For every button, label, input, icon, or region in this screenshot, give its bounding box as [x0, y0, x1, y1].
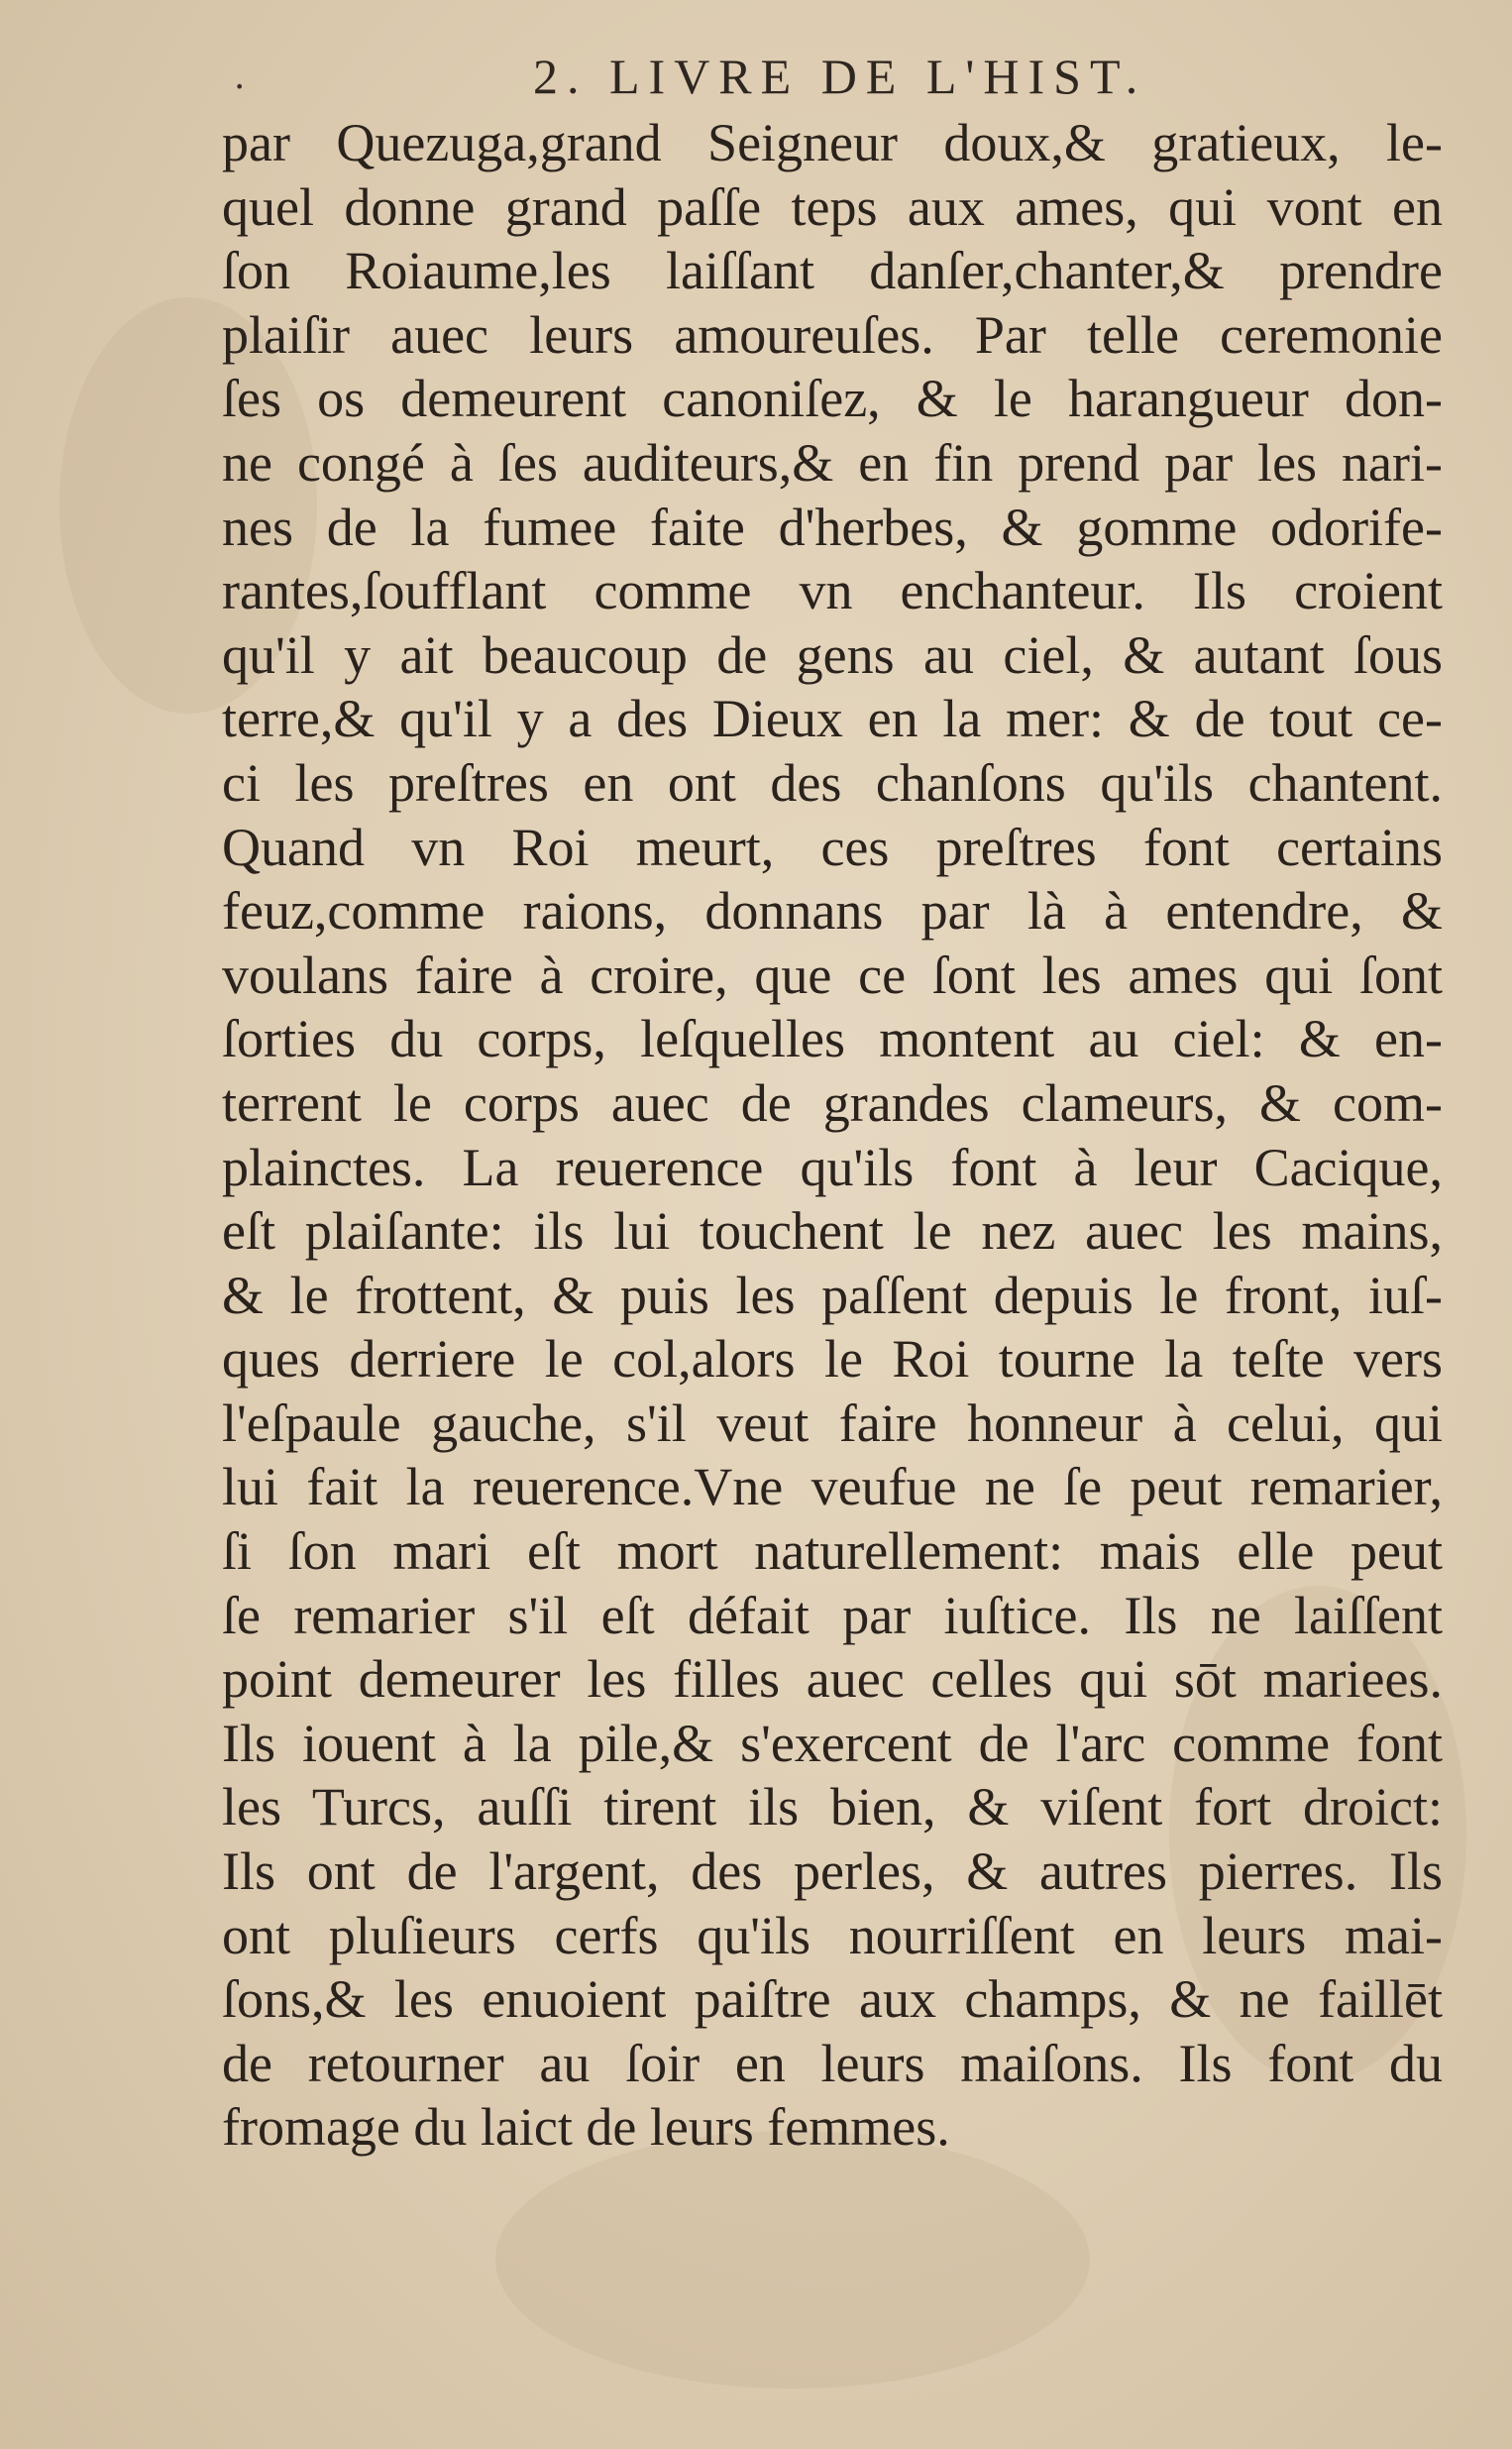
text-line: point demeurer les filles auec celles qui sōt mariees.: [222, 1649, 1443, 1710]
text-line: nes de la fumee faite d'herbes, & gomme odorife-: [222, 497, 1443, 557]
text-line: ſe remarier s'il eſt défait par iuſtice. Ils ne laiſſent: [222, 1585, 1443, 1645]
text-line: par Quezuga,grand Seigneur doux,& gratieux, le-: [222, 113, 1443, 172]
page-header: [0, 48, 1512, 117]
text-line: plaiſir auec leurs amoureuſes. Par telle ceremonie: [222, 304, 1443, 365]
text-line: ſes os demeurent canoniſez, & le harangueur don-: [222, 369, 1443, 429]
text-line: ques derriere le col,alors le Roi tourne la teſte vers: [222, 1329, 1443, 1390]
text-line: ci les preſtres en ont des chanſons qu'ils chantent.: [222, 752, 1443, 813]
text-line: qu'il y ait beaucoup de gens au ciel, & autant ſous: [222, 624, 1443, 685]
text-line: Quand vn Roi meurt, ces preſtres font certains: [222, 817, 1443, 877]
text-line: plainctes. La reuerence qu'ils font à leur Cacique,: [222, 1137, 1443, 1197]
text-line: & le frottent, & puis les paſſent depuis le front, iuſ-: [222, 1265, 1443, 1325]
text-line: ont pluſieurs cerfs qu'ils nourriſſent en leurs mai-: [222, 1905, 1443, 1965]
paper-stain: [495, 2131, 1090, 2389]
text-line: Ils iouent à la pile,& s'exercent de l'arc comme font: [222, 1713, 1443, 1773]
text-line: terre,& qu'il y a des Dieux en la mer: & de tout ce-: [222, 689, 1443, 749]
text-line: terrent le corps auec de grandes clameurs, & com-: [222, 1072, 1443, 1133]
text-line: l'eſpaule gauche, s'il veut faire honneur à celui, qui: [222, 1392, 1443, 1453]
text-line: quel donne grand paſſe teps aux ames, qui vont en: [222, 176, 1443, 237]
running-head: 2. LIVRE DE L'HIST.: [533, 49, 1147, 104]
text-line: ſorties du corps, leſquelles montent au ciel: & en-: [222, 1009, 1443, 1069]
text-line: ſons,& les enuoient paiſtre aux champs, & ne faillēt: [222, 1969, 1443, 2030]
text-line: lui fait la reuerence.Vne veufue ne ſe peut remarier,: [222, 1457, 1443, 1517]
text-line: ſon Roiaume,les laiſſant danſer,chanter,& prendre: [222, 241, 1443, 301]
text-line: ſi ſon mari eſt mort naturellement: mais elle peut: [222, 1521, 1443, 1582]
text-line: ne congé à ſes auditeurs,& en fin prend par les nari-: [222, 432, 1443, 493]
margin-mark: ·: [234, 67, 246, 108]
body-text: [222, 111, 1443, 2160]
text-line: eſt plaiſante: ils lui touchent le nez auec les mains,: [222, 1201, 1443, 1262]
text-line: feuz,comme raions, donnans par là à entendre, &: [222, 881, 1443, 942]
text-line: fromage du laict de leurs femmes.: [222, 2097, 950, 2158]
text-line: les Turcs, auſſi tirent ils bien, & viſent fort droict:: [222, 1777, 1443, 1837]
text-line: de retourner au ſoir en leurs maiſons. Ils font du: [222, 2033, 1443, 2093]
text-line: voulans faire à croire, que ce ſont les ames qui ſont: [222, 945, 1443, 1005]
text-line: rantes,ſoufflant comme vn enchanteur. Ils croient: [222, 561, 1443, 621]
text-line: Ils ont de l'argent, des perles, & autres pierres. Ils: [222, 1841, 1443, 1902]
